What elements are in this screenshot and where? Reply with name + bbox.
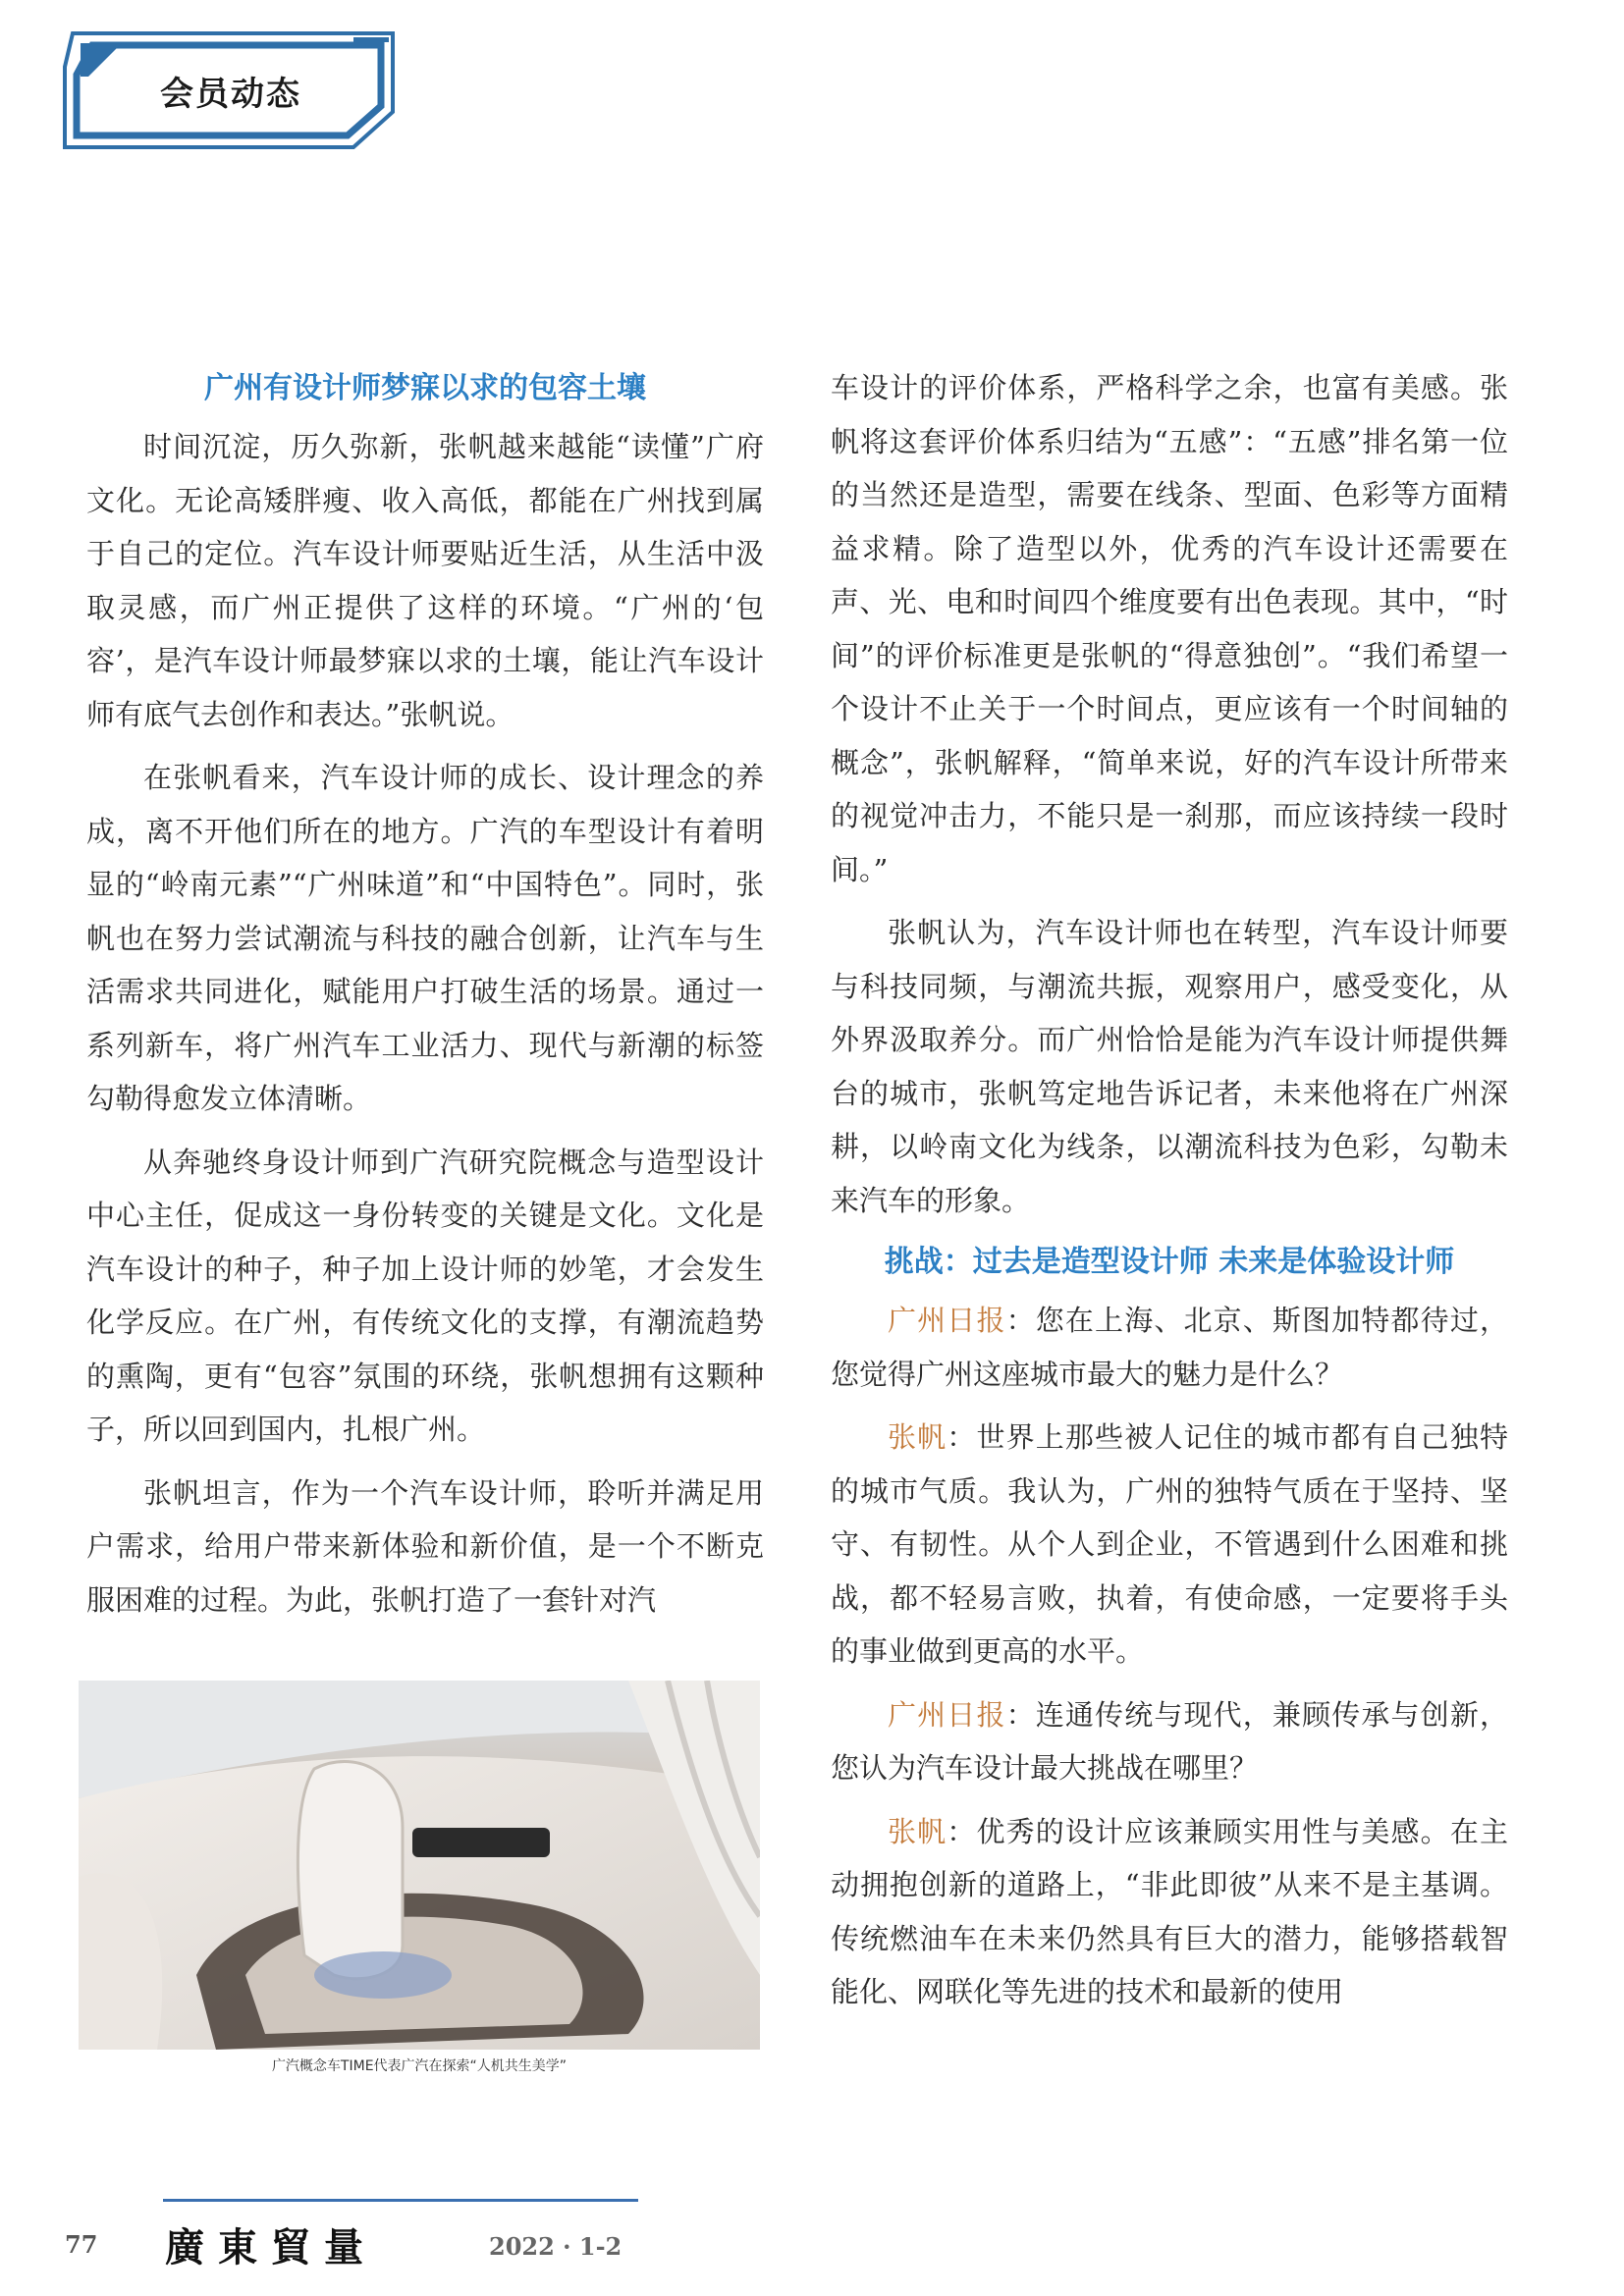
qa-text: 世界上那些被人记住的城市都有自己独特的城市气质。我认为，广州的独特气质在于坚持、坚守、有韧性。从个人到企业，不管遇到什么困难和挑战，都不轻易言败，执着，有使命感，一定要将手头的事业做到更高的水平。 <box>831 1420 1508 1668</box>
right-heading: 挑战：过去是造型设计师 未来是体验设计师 <box>884 1245 1455 1279</box>
concept-car-photo <box>79 1681 760 2050</box>
qa-colon: ： <box>947 1814 977 1848</box>
page-number: 77 <box>65 2230 98 2259</box>
qa-item <box>831 1411 1508 1679</box>
section-tab <box>59 27 403 153</box>
issue-number: 2022 · 1-2 <box>489 2232 623 2261</box>
footer-divider <box>163 2199 638 2202</box>
right-column <box>831 361 1508 2019</box>
car-interior-illustration <box>79 1681 760 2050</box>
magazine-title: 廣東貿量 <box>165 2224 377 2270</box>
left-paragraph-4: 张帆坦言，作为一个汽车设计师，聆听并满足用户需求，给用户带来新体验和新价值，是一个不断克服困难的过程。为此，张帆打造了一套针对汽 <box>86 1475 764 1617</box>
qa-colon: ： <box>1005 1304 1036 1337</box>
qa-speaker: 广州日报 <box>888 1697 1006 1732</box>
qa-item <box>831 1688 1508 1795</box>
left-paragraph-3: 从奔驰终身设计师到广汽研究院概念与造型设计中心主任，促成这一身份转变的关键是文化。文化是汽车设计的种子，种子加上设计师的妙笔，才会发生化学反应。在广州，有传统文化的支撑，有潮流趋势的熏陶，更有“包容”氛围的环绕，张帆想拥有这颗种子，所以回到国内，扎根广州。 <box>86 1145 764 1446</box>
qa-colon: ： <box>1005 1697 1036 1732</box>
left-column <box>86 361 764 1627</box>
left-paragraph-2: 在张帆看来，汽车设计师的成长、设计理念的养成，离不开他们所在的地方。广汽的车型设计有着明显的“岭南元素”“广州味道”和“中国特色”。同时，张帆也在努力尝试潮流与科技的融合创新，让汽车与生活需求共同进化，赋能用户打破生活的场景。通过一系列新车，将广州汽车工业活力、现代与新潮的标签勾勒得愈发立体清晰。 <box>86 761 764 1115</box>
qa-speaker: 张帆 <box>888 1420 947 1454</box>
qa-item <box>831 1805 1508 2019</box>
qa-speaker: 张帆 <box>888 1814 947 1848</box>
qa-item <box>831 1294 1508 1401</box>
right-paragraph-2: 张帆认为，汽车设计师也在转型，汽车设计师要与科技同频，与潮流共振，观察用户，感受变化，从外界汲取养分。而广州恰恰是能为汽车设计师提供舞台的城市，张帆笃定地告诉记者，未来他将在广州深耕，以岭南文化为线条，以潮流科技为色彩，勾勒未来汽车的形象。 <box>831 916 1508 1217</box>
qa-colon: ： <box>947 1420 977 1454</box>
photo-caption: 广汽概念车TIME代表广汽在探索“人机共生美学” <box>271 2058 568 2074</box>
left-paragraph-1: 时间沉淀，历久弥新，张帆越来越能“读懂”广府文化。无论高矮胖瘦、收入高低，都能在广州找到属于自己的定位。汽车设计师要贴近生活，从生活中汲取灵感，而广州正提供了这样的环境。“广州的‘包容’，是汽车设计师最梦寐以求的土壤，能让汽车设计师有底气去创作和表达。”张帆说。 <box>86 430 764 731</box>
qa-text: 优秀的设计应该兼顾实用性与美感。在主动拥抱创新的道路上，“非此即彼”从来不是主基调。传统燃油车在未来仍然具有巨大的潜力，能够搭载智能化、网联化等先进的技术和最新的使用 <box>831 1814 1508 2008</box>
qa-text: 您在上海、北京、斯图加特都待过，您觉得广州这座城市最大的魅力是什么？ <box>831 1304 1508 1391</box>
section-title: 会员动态 <box>160 74 301 114</box>
qa-speaker: 广州日报 <box>888 1304 1006 1337</box>
right-continuation: 车设计的评价体系，严格科学之余，也富有美感。张帆将这套评价体系归结为“五感”：“五感”排名第一位的当然还是造型，需要在线条、型面、色彩等方面精益求精。除了造型以外，优秀的汽车设计还需要在声、光、电和时间四个维度要有出色表现。其中，“时间”的评价标准更是张帆的“得意独创”。“我们希望一个设计不止关于一个时间点，更应该有一个时间轴的概念”，张帆解释，“简单来说，好的汽车设计所带来的视觉冲击力，不能只是一刹那，而应该持续一段时间。” <box>831 371 1508 886</box>
left-heading: 广州有设计师梦寐以求的包容土壤 <box>204 371 646 405</box>
qa-text: 连通传统与现代，兼顾传承与创新，您认为汽车设计最大挑战在哪里？ <box>831 1697 1508 1785</box>
